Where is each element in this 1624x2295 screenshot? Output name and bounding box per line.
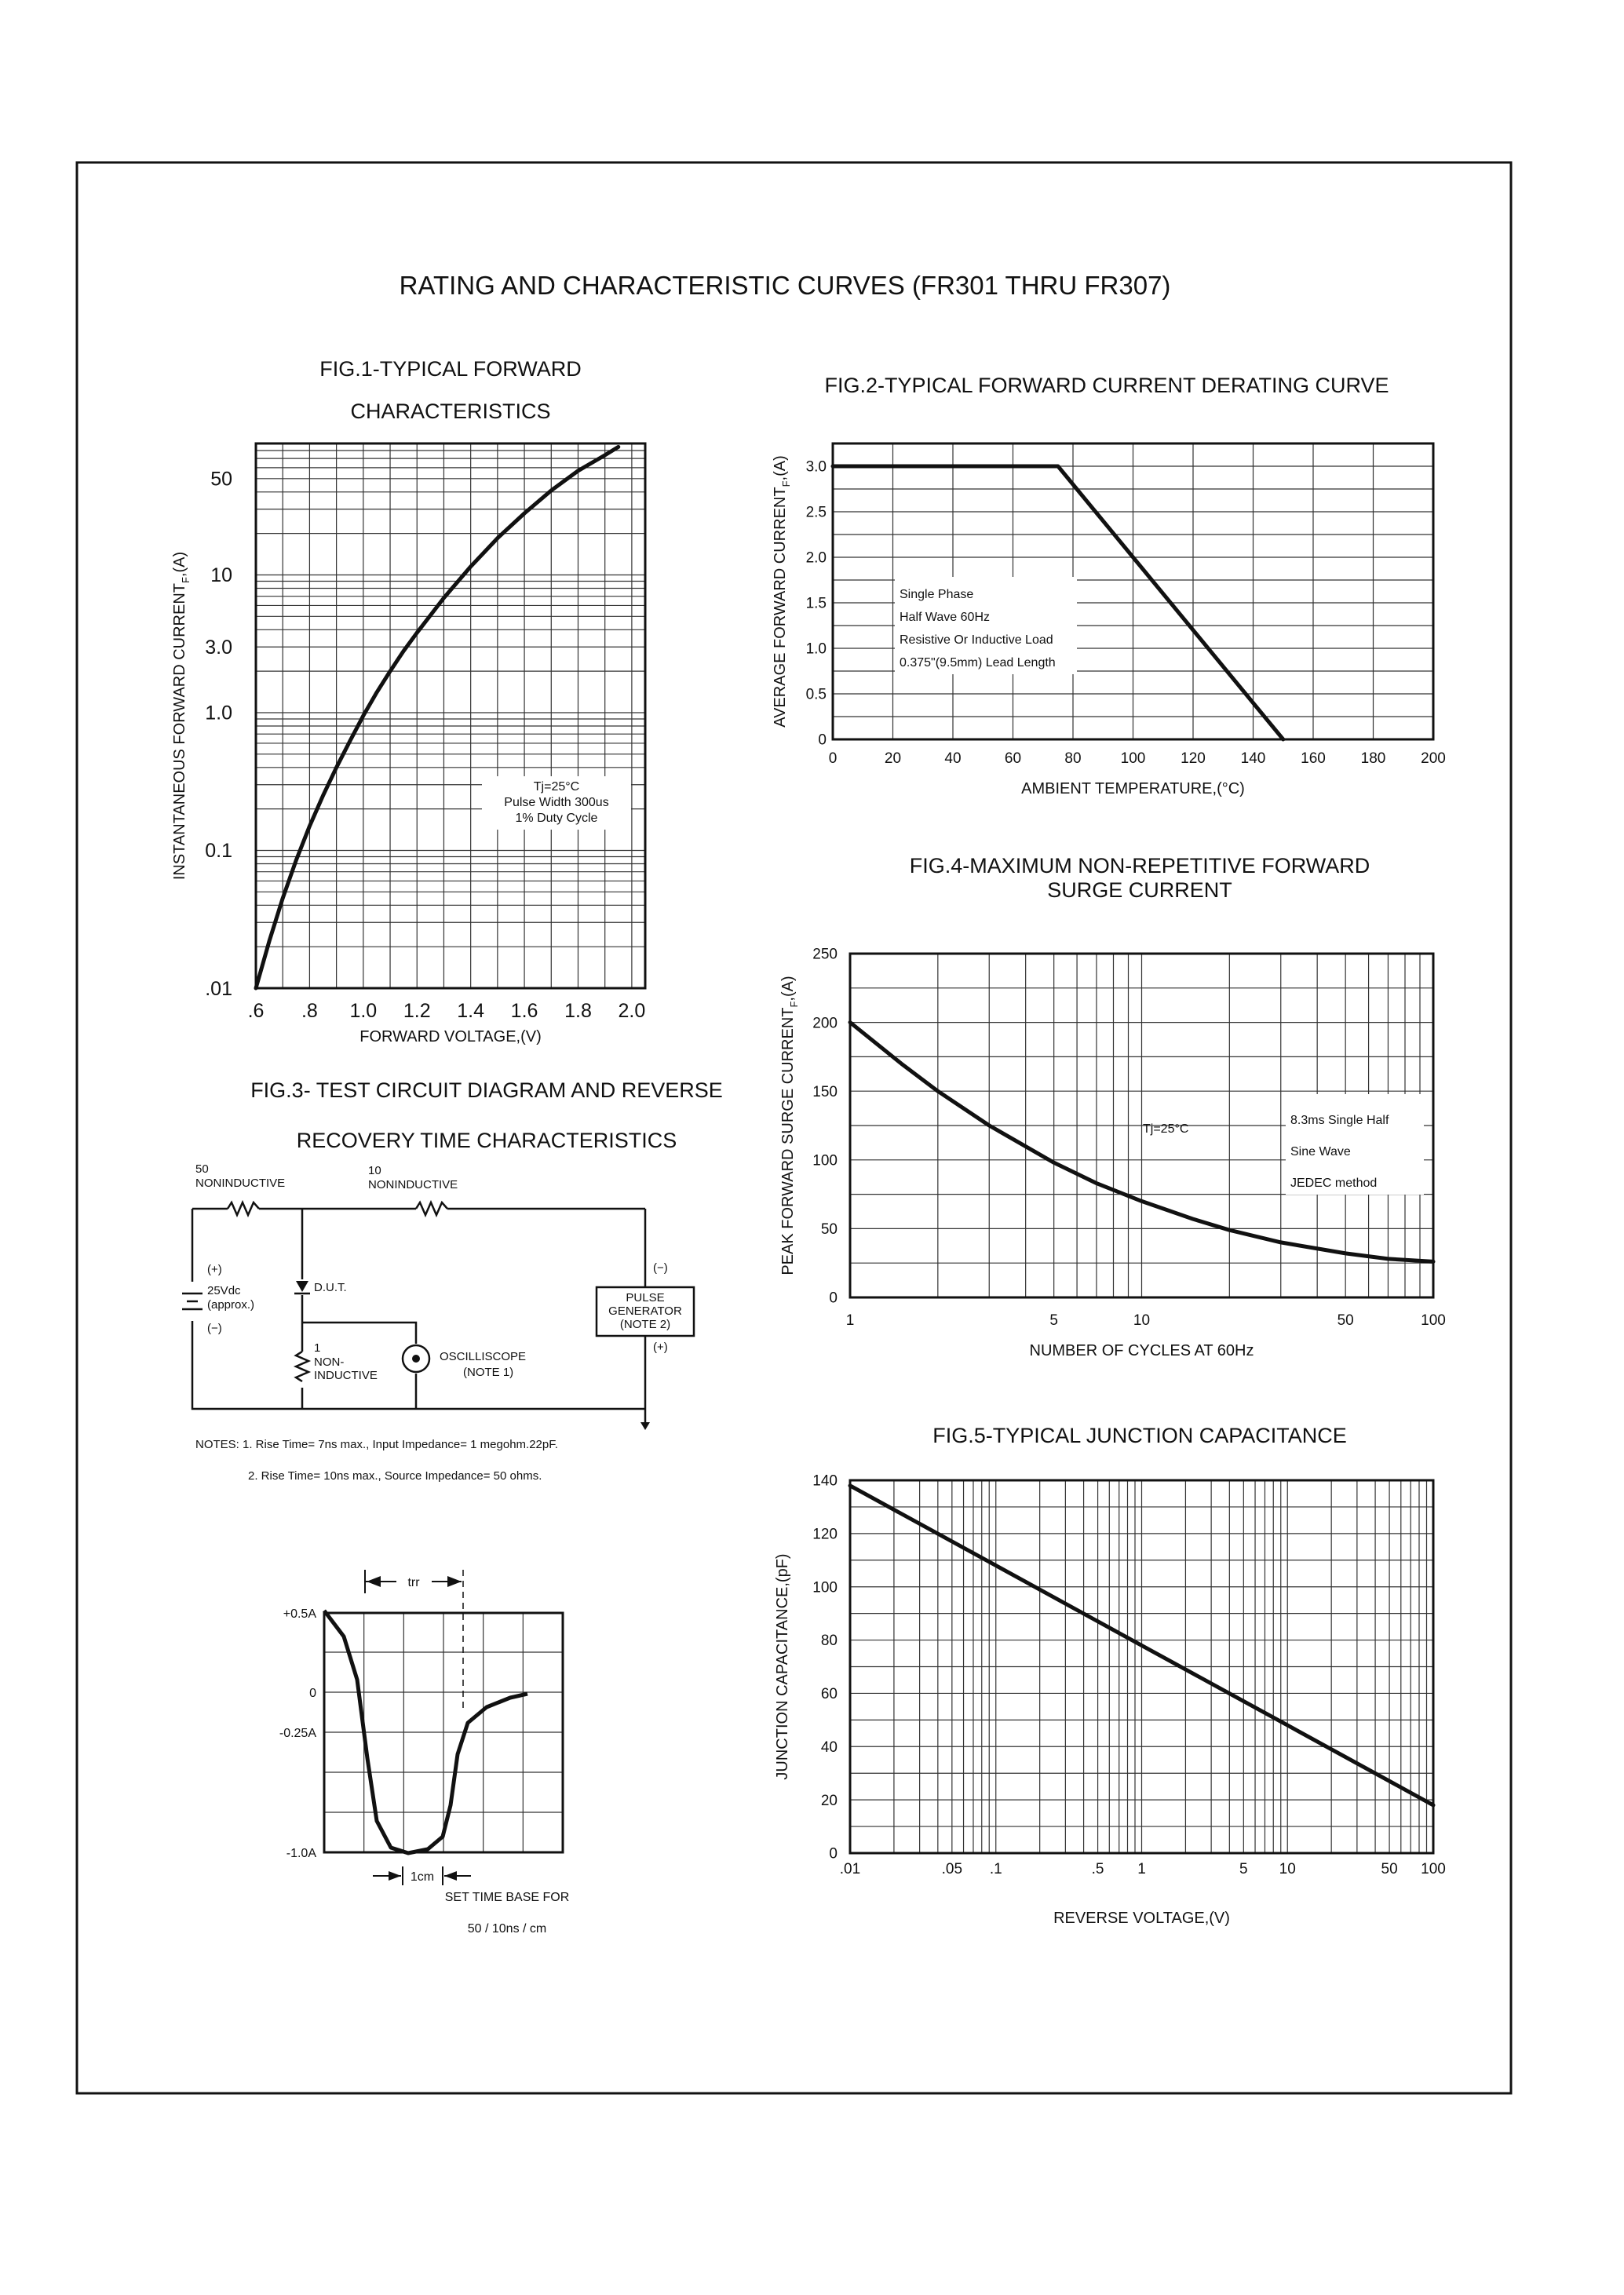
fig5-y-tick-label: 0 — [829, 1845, 838, 1863]
source-minus: (−) — [207, 1322, 222, 1335]
fig4-y-tick-label: 50 — [820, 1221, 838, 1239]
left-and-bottom-wire — [192, 1209, 645, 1409]
waveform-y-tick-label: -0.25A — [279, 1727, 316, 1740]
source-approx: (approx.) — [207, 1298, 255, 1312]
fig1-x-tick-label: 1.6 — [510, 1000, 538, 1022]
fig5-y-tick-label: 60 — [820, 1686, 838, 1703]
fig1-annotation-line: Tj=25°C — [533, 780, 580, 794]
fig1-x-tick-label: 2.0 — [618, 1000, 646, 1022]
fig1-series-line-0 — [256, 447, 619, 988]
fig2-x-tick-label: 100 — [1120, 750, 1146, 767]
pulse-plus: (+) — [653, 1341, 668, 1354]
fig2-y-tick-label: 2.5 — [805, 504, 827, 521]
fig1-x-tick-label: .6 — [247, 1000, 265, 1022]
fig2-x-tick-label: 40 — [944, 750, 962, 767]
fig1-x-tick-label: .8 — [301, 1000, 318, 1022]
fig4-x-tick-label: 10 — [1133, 1312, 1151, 1329]
fig5-x-tick-label: .01 — [839, 1861, 861, 1877]
fig4-y-tick-label: 150 — [812, 1083, 838, 1100]
fig2-x-tick-label: 0 — [828, 750, 838, 767]
fig1-title-line-2: CHARACTERISTICS — [350, 400, 551, 423]
fig5-y-tick-label: 140 — [812, 1472, 838, 1490]
resistor-1-ohm — [296, 1352, 308, 1381]
fig5-y-tick-label: 120 — [812, 1526, 838, 1543]
fig1-y-tick-label: 1.0 — [205, 702, 232, 724]
fig3-title-line-1: FIG.3- TEST CIRCUIT DIAGRAM AND REVERSE — [250, 1078, 723, 1102]
fig4-annotation-line: JEDEC method — [1290, 1177, 1378, 1190]
fig5-x-tick-label: 100 — [1421, 1861, 1446, 1877]
fig2-y-tick-label: 0.5 — [805, 686, 827, 703]
pulse-label-line-1: PULSE — [626, 1291, 665, 1304]
fig2-annotation-line: 0.375"(9.5mm) Lead Length — [900, 656, 1056, 670]
fig2-x-tick-label: 140 — [1240, 750, 1266, 767]
fig5-x-tick-label: 10 — [1279, 1861, 1296, 1877]
fig1-y-tick-label: .01 — [205, 977, 232, 1000]
trr-left-arrow-head — [367, 1576, 381, 1587]
fig5-x-tick-label: .05 — [941, 1861, 963, 1877]
fig5-y-tick-label: 40 — [820, 1739, 838, 1756]
fig1-y-tick-label: 50 — [210, 468, 232, 491]
fig2-x-tick-label: 120 — [1181, 750, 1206, 767]
pulse-minus: (−) — [653, 1261, 668, 1275]
fig2-y-tick-label: 2.0 — [805, 549, 827, 567]
fig2-x-tick-label: 200 — [1421, 750, 1446, 767]
fig4-y-tick-label: 250 — [812, 946, 838, 963]
cm-label: 1cm — [410, 1870, 435, 1884]
fig2-x-tick-label: 80 — [1064, 750, 1082, 767]
battery-symbol — [182, 1293, 203, 1309]
fig1-y-tick-label: 10 — [210, 564, 232, 587]
fig4-y-axis-label: PEAK FORWARD SURGE $CURRENT_F,(A)$ — [779, 976, 800, 1275]
r3-type-line-2: INDUCTIVE — [314, 1369, 378, 1382]
cm-left-arrow-head — [389, 1871, 401, 1881]
fig1-y-tick-label: 3.0 — [205, 636, 232, 659]
source-plus: (+) — [207, 1263, 222, 1276]
fig4-y-tick-label: 0 — [829, 1290, 838, 1307]
fig1-annotation-line: Pulse Width 300us — [504, 796, 609, 809]
fig4-annotation-left: Tj=25°C — [1143, 1122, 1189, 1136]
oscilloscope-dot — [412, 1355, 420, 1363]
fig2-y-axis-label: AVERAGE FORWARD $CURRENT_F,(A)$ — [772, 455, 792, 728]
fig1-title-line-1: FIG.1-TYPICAL FORWARD — [319, 357, 582, 381]
timebase-line-1: SET TIME BASE FOR — [444, 1891, 570, 1904]
fig4-annotation-line: Sine Wave — [1290, 1145, 1351, 1158]
fig2-title: FIG.2-TYPICAL FORWARD CURRENT DERATING CURVE — [824, 374, 1389, 397]
fig4-y-tick-label: 200 — [812, 1015, 838, 1032]
resistor-10-ohm — [416, 1202, 447, 1215]
fig1-frame — [256, 443, 645, 988]
source-voltage: 25Vdc — [207, 1284, 241, 1297]
fig1-x-tick-label: 1.8 — [564, 1000, 592, 1022]
fig5-x-tick-label: 50 — [1381, 1861, 1398, 1877]
fig4-title-line-1: FIG.4-MAXIMUM NON-REPETITIVE FORWARD — [909, 854, 1370, 878]
cm-right-arrow-head — [444, 1871, 457, 1881]
resistor-50-ohm — [228, 1202, 259, 1215]
dut-label: D.U.T. — [314, 1281, 347, 1294]
fig5-x-tick-label: 5 — [1239, 1861, 1248, 1877]
trr-right-arrow-head — [447, 1576, 462, 1587]
fig2-x-tick-label: 60 — [1004, 750, 1022, 767]
fig1-forward-characteristics-chart — [171, 357, 645, 1045]
trr-label: trr — [407, 1576, 420, 1589]
r3-type-line-1: NON- — [314, 1355, 345, 1369]
waveform-y-tick-label: +0.5A — [283, 1607, 316, 1621]
fig5-y-tick-label: 100 — [812, 1579, 838, 1596]
pulse-label-line-3: (NOTE 2) — [619, 1318, 671, 1331]
pulse-label-line-2: GENERATOR — [608, 1304, 682, 1318]
ground-arrow — [640, 1422, 650, 1430]
r2-value: 10 — [368, 1164, 381, 1177]
r1-type: NONINDUCTIVE — [195, 1177, 286, 1190]
scope-label-line-1: OSCILLISCOPE — [440, 1350, 527, 1363]
diode-symbol — [296, 1281, 308, 1292]
fig4-y-tick-label: 100 — [812, 1152, 838, 1169]
fig2-annotation-line: Resistive Or Inductive Load — [900, 633, 1053, 647]
fig4-surge-current-chart — [779, 854, 1446, 1359]
fig5-x-tick-label: 1 — [1137, 1861, 1146, 1877]
note-2: 2. Rise Time= 10ns max., Source Impedance= 50 ohms. — [248, 1469, 542, 1483]
fig5-y-axis-label: JUNCTION CAPACITANCE,(pF) — [774, 1553, 791, 1780]
fig5-x-tick-label: .5 — [1091, 1861, 1104, 1877]
fig4-x-tick-label: 100 — [1421, 1312, 1446, 1329]
fig4-x-tick-label: 1 — [845, 1312, 855, 1329]
fig5-title: FIG.5-TYPICAL JUNCTION CAPACITANCE — [932, 1424, 1347, 1447]
page-title: RATING AND CHARACTERISTIC CURVES (FR301 THRU FR307) — [399, 271, 1171, 300]
fig2-x-tick-label: 160 — [1301, 750, 1326, 767]
r2-type: NONINDUCTIVE — [368, 1178, 458, 1191]
fig2-y-tick-label: 1.5 — [805, 595, 827, 612]
fig5-x-axis-label: REVERSE VOLTAGE,(V) — [1053, 1910, 1230, 1927]
fig2-x-tick-label: 180 — [1360, 750, 1386, 767]
fig1-x-tick-label: 1.0 — [349, 1000, 378, 1022]
fig5-junction-capacitance-chart — [774, 1424, 1446, 1927]
fig4-annotation-line: 8.3ms Single Half — [1290, 1114, 1389, 1127]
scope-label-line-2: (NOTE 1) — [463, 1366, 514, 1379]
fig2-y-tick-label: 1.0 — [805, 640, 827, 658]
fig1-x-axis-label: FORWARD VOLTAGE,(V) — [359, 1028, 542, 1045]
fig2-x-tick-label: 20 — [884, 750, 902, 767]
fig3-recovery-waveform — [279, 1570, 569, 1936]
fig1-y-axis-label: INSTANTANEOUS FORWARD $CURRENT_F,(A)$ — [171, 551, 192, 881]
note-1: NOTES: 1. Rise Time= 7ns max., Input Impedance= 1 megohm.22pF. — [195, 1438, 558, 1451]
fig1-x-tick-label: 1.2 — [403, 1000, 431, 1022]
fig4-x-tick-label: 50 — [1337, 1312, 1354, 1329]
fig2-annotation-line: Single Phase — [900, 588, 974, 601]
fig5-x-tick-label: .1 — [989, 1861, 1002, 1877]
fig2-annotation-line: Half Wave 60Hz — [900, 611, 990, 624]
fig5-y-tick-label: 80 — [820, 1633, 838, 1650]
fig1-annotation-line: 1% Duty Cycle — [515, 812, 598, 825]
timebase-line-2: 50 / 10ns / cm — [467, 1922, 547, 1936]
fig2-y-tick-label: 3.0 — [805, 458, 827, 476]
fig3-test-circuit — [182, 1078, 723, 1483]
fig2-derating-curve-chart — [772, 374, 1446, 797]
fig5-y-tick-label: 20 — [820, 1792, 838, 1809]
r1-value: 50 — [195, 1162, 209, 1176]
fig2-y-tick-label: 0 — [818, 732, 827, 749]
fig2-x-axis-label: AMBIENT TEMPERATURE,(°C) — [1021, 780, 1245, 797]
fig1-x-tick-label: 1.4 — [457, 1000, 485, 1022]
fig4-x-axis-label: NUMBER OF CYCLES AT 60Hz — [1029, 1342, 1254, 1359]
fig4-x-tick-label: 5 — [1049, 1312, 1058, 1329]
waveform-y-tick-label: -1.0A — [286, 1847, 316, 1860]
waveform-y-tick-label: 0 — [309, 1687, 316, 1700]
fig4-title-line-2: SURGE CURRENT — [1047, 878, 1232, 902]
fig1-y-tick-label: 0.1 — [205, 840, 232, 863]
r3-value: 1 — [314, 1341, 321, 1355]
fig3-title-line-2: RECOVERY TIME CHARACTERISTICS — [296, 1129, 677, 1152]
